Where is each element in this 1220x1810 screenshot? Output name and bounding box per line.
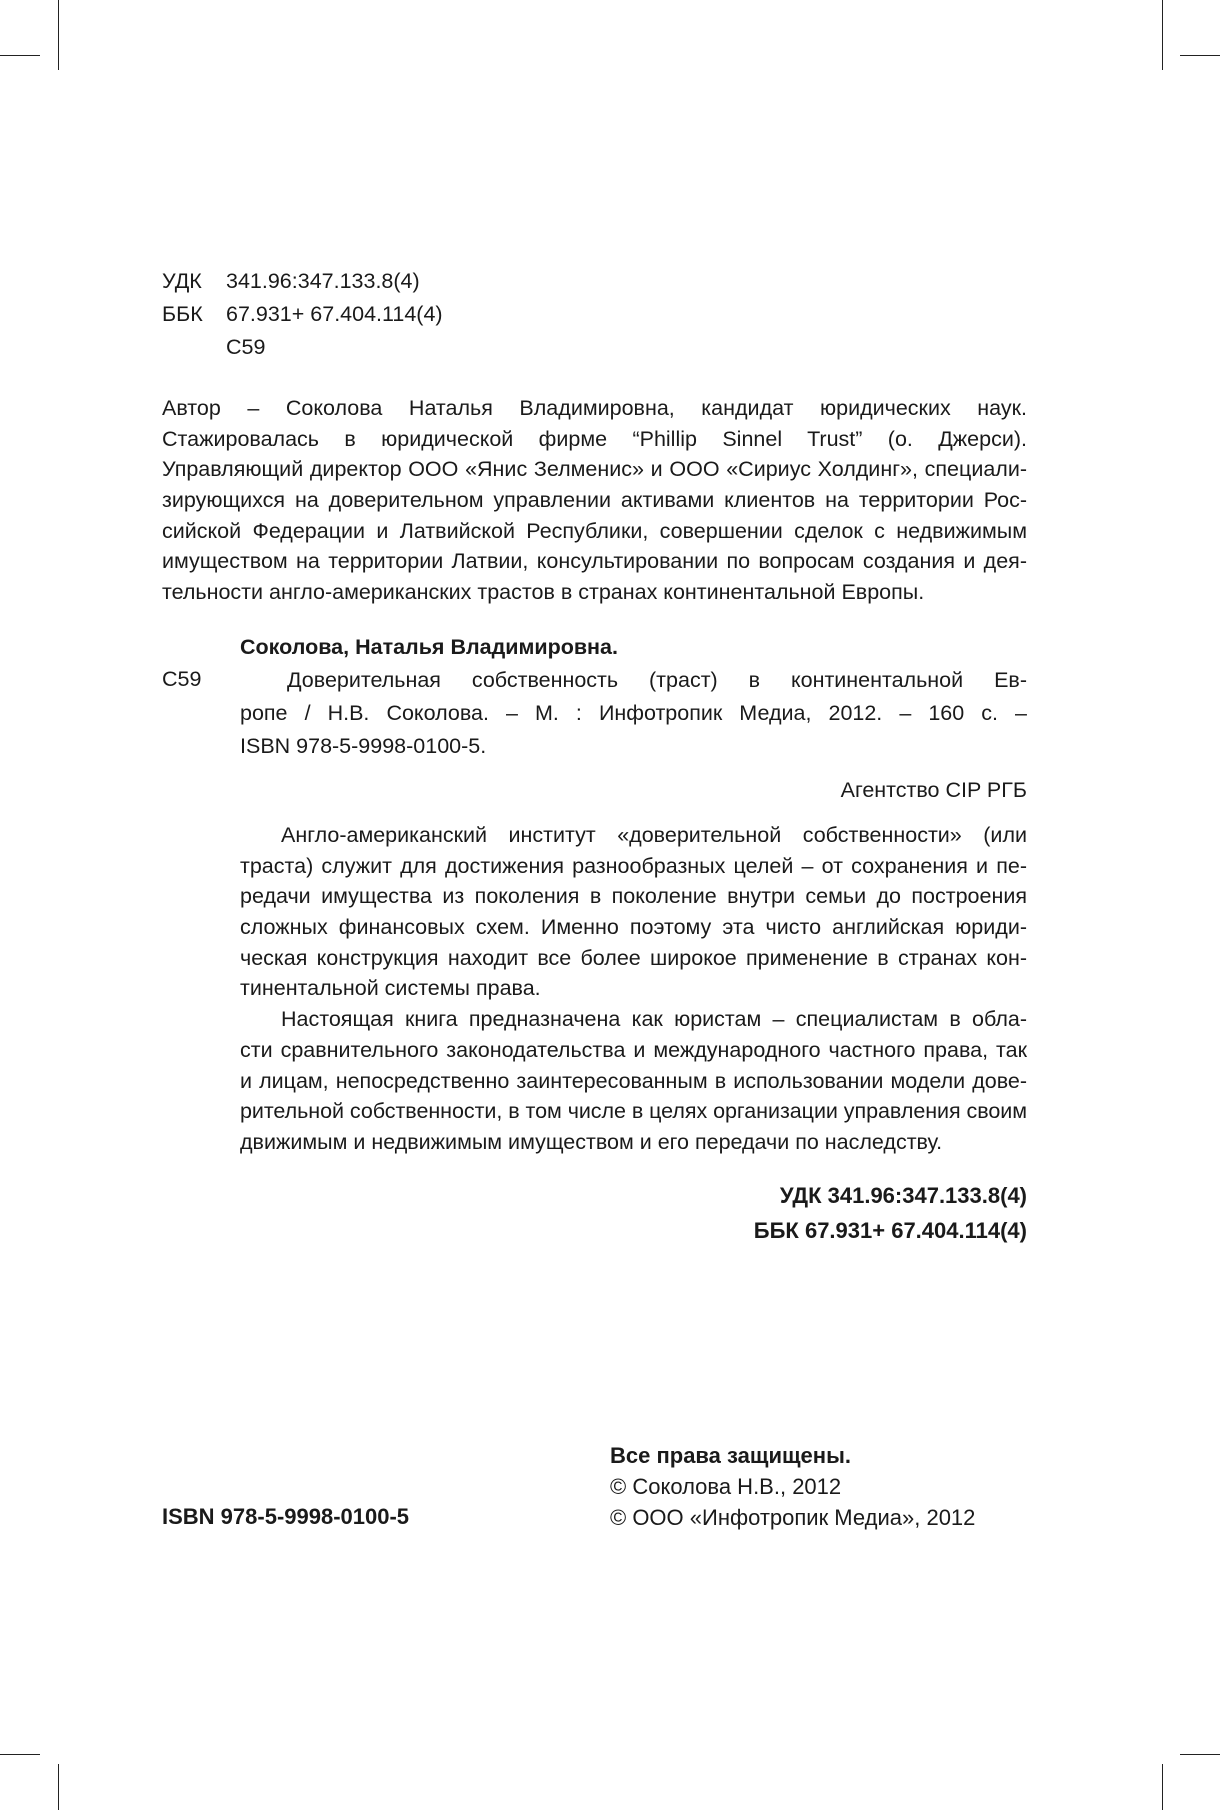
bbk-label: ББК — [162, 302, 203, 326]
text-line: сложных финансовых схем. Именно поэтому эта чисто английская юриди- — [240, 915, 1027, 940]
isbn: ISBN 978-5-9998-0100-5 — [162, 1504, 410, 1529]
text-line: Англо-американский институт «доверительной собственности» (или — [281, 823, 1027, 847]
crop-mark — [58, 1764, 59, 1810]
crop-mark — [1162, 1764, 1163, 1810]
crop-mark — [1180, 55, 1220, 56]
text-line: Стажировалась в юридической фирме “Phillip Sinnel Trust” (о. Джерси). — [162, 426, 1027, 451]
text-line: Настоящая книга предназначена как юристам – специалистам в обла- — [281, 1007, 1027, 1032]
annotation — [240, 820, 1027, 1158]
text-line: тельности англо-американских трастов в странах континентальной Европы. — [162, 580, 925, 605]
text-line: сийской Федерации и Латвийской Республики, совершении сделок с недвижимым — [162, 518, 1027, 543]
bibliographic-heading: Соколова, Наталья Владимировна. — [240, 635, 618, 659]
text-line: и лицам, непосредственно заинтересованным в использовании модели дове- — [240, 1068, 1027, 1093]
text-line: имуществом на территории Латвии, консультировании по вопросам создания и дея- — [162, 549, 1027, 574]
bbk-code: 67.931+ 67.404.114(4) — [226, 302, 443, 326]
text-line: траста) служит для достижения разнообразных целей – от сохранения и пе- — [240, 853, 1027, 878]
text-line: рительной собственности, в том числе в целях организации управления своим — [240, 1099, 1027, 1124]
classification-bold — [754, 1178, 1027, 1248]
text-line: сти сравнительного законодательства и международного частного права, так — [240, 1037, 1027, 1062]
rights-block — [610, 1440, 975, 1533]
crop-mark — [58, 0, 59, 70]
text-line: тинентальной системы права. — [240, 976, 541, 1001]
crop-mark — [0, 1754, 40, 1755]
author-sign: С59 — [226, 335, 266, 359]
author-note — [162, 393, 1027, 608]
udk-code: 341.96:347.133.8(4) — [226, 269, 420, 293]
bibliographic-description — [240, 664, 1027, 763]
udk-label: УДК — [162, 269, 202, 293]
text-line: ISBN 978-5-9998-0100-5. — [240, 734, 487, 758]
text-line: редачи имущества из поколения в поколение внутри семьи до построения — [240, 884, 1027, 909]
text-line: ропе / Н.В. Соколова. – М. : Инфотропик Медиа, 2012. – 160 с. – — [240, 701, 1027, 725]
crop-mark — [1180, 1754, 1220, 1755]
bibliographic-sign: С59 — [162, 667, 202, 691]
copyright-publisher: © ООО «Инфотропик Медиа», 2012 — [610, 1505, 976, 1530]
text-line: Управляющий директор ООО «Янис Зелменис» и ООО «Сириус Холдинг», специали- — [162, 457, 1027, 482]
copyright-author: © Соколова Н.В., 2012 — [610, 1474, 842, 1499]
text-line: движимым и недвижимым имуществом и его передачи по наследству. — [240, 1129, 943, 1154]
cip-agency: Агентство CIP РГБ — [840, 778, 1027, 802]
crop-mark — [0, 55, 40, 56]
text-line: зирующихся на доверительном управлении активами клиентов на территории Рос- — [162, 488, 1027, 513]
text-line: Автор – Соколова Наталья Владимировна, кандидат юридических наук. — [162, 396, 1027, 420]
crop-mark — [1162, 0, 1163, 70]
bbk-bold: ББК 67.931+ 67.404.114(4) — [753, 1218, 1027, 1243]
udk-bold: УДК 341.96:347.133.8(4) — [779, 1183, 1027, 1208]
text-line: ческая конструкция находит все более широкое применение в странах кон- — [240, 945, 1027, 970]
classification-block — [162, 265, 662, 364]
text-line: Доверительная собственность (траст) в континентальной Ев- — [287, 668, 1027, 692]
rights-reserved: Все права защищены. — [610, 1443, 851, 1468]
